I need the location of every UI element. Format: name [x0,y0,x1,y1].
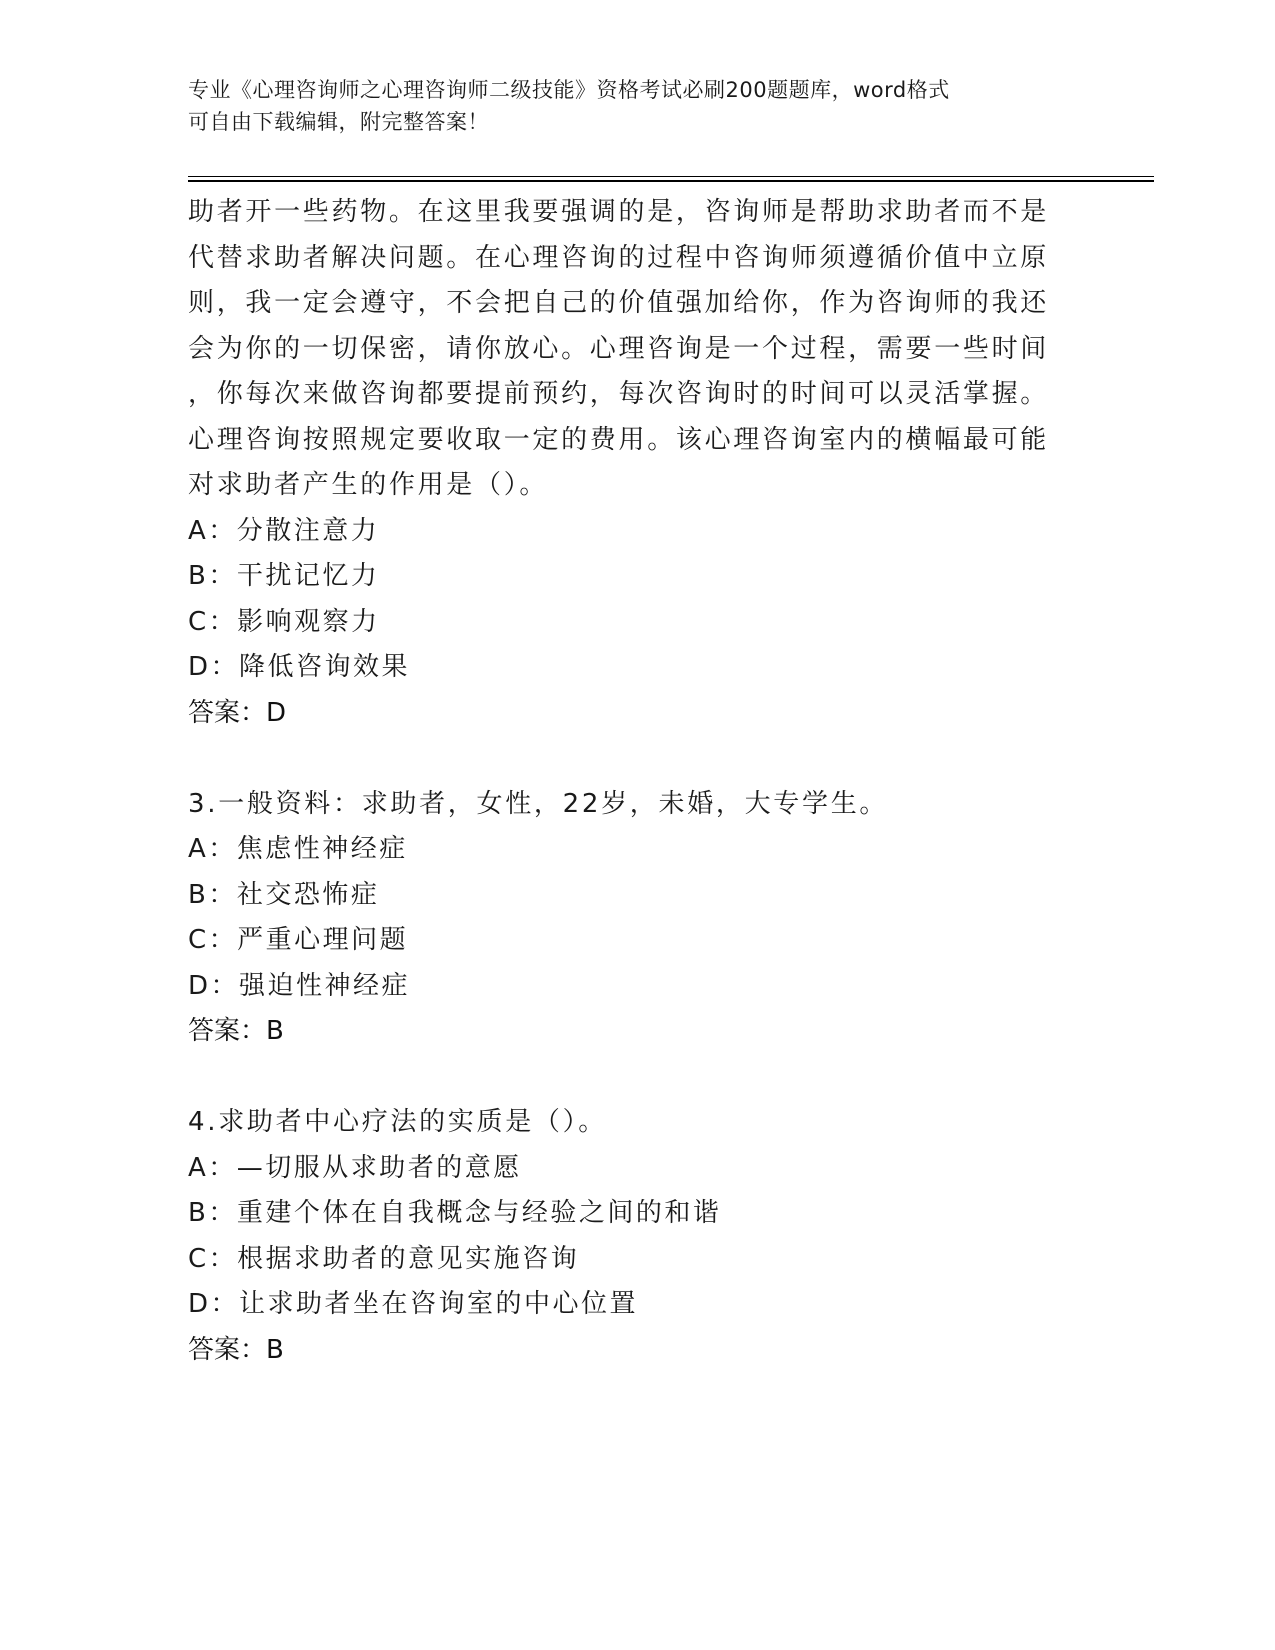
question-stem: 4.求助者中心疗法的实质是（）。 [188,1107,608,1137]
answer-line: 答案：D [188,697,287,728]
document-body [188,190,1088,1373]
question-stem-line: 会为你的一切保密，请你放心。心理咨询是一个过程，需要一些时间 [188,333,1050,364]
header-divider-thick [188,180,1154,182]
answer-line: 答案：B [188,1334,284,1365]
header-line: 专业《心理咨询师之心理咨询师二级技能》资格考试必刷200题题库，word格式 [188,78,950,102]
question-4 [188,1100,1088,1373]
option-a: A：焦虑性神经症 [188,834,408,864]
option-c: C：根据求助者的意见实施咨询 [188,1243,580,1274]
header-divider-thin [188,176,1154,177]
header-line: 可自由下载编辑，附完整答案！ [188,110,489,134]
question-3 [188,782,1088,1055]
question-stem-line: 则，我一定会遵守，不会把自己的价值强加给你，作为咨询师的我还 [188,288,1050,318]
question-stem-line: ，你每次来做咨询都要提前预约，每次咨询时的时间可以灵活掌握。 [188,379,1050,409]
option-d: D：强迫性神经症 [188,970,411,1001]
question-stem: 3.一般资料：求助者，女性，22岁，未婚，大专学生。 [188,788,889,819]
spacer [188,736,1088,782]
option-c: C：严重心理问题 [188,925,409,955]
spacer [188,1055,1088,1101]
option-d: D：让求助者坐在咨询室的中心位置 [188,1289,639,1319]
question-stem-line: 助者开一些药物。在这里我要强调的是，咨询师是帮助求助者而不是 [188,197,1050,227]
option-c: C：影响观察力 [188,606,380,637]
option-b: B：干扰记忆力 [188,561,380,591]
option-b: B：社交恐怖症 [188,879,380,910]
option-d: D：降低咨询效果 [188,652,411,682]
question-stem-line: 代替求助者解决问题。在心理咨询的过程中咨询师须遵循价值中立原 [188,242,1050,273]
answer-line: 答案：B [188,1016,284,1046]
page-header [188,74,1068,138]
option-a: A：—切服从求助者的意愿 [188,1152,522,1183]
question-2 [188,190,1088,736]
question-stem-line: 心理咨询按照规定要收取一定的费用。该心理咨询室内的横幅最可能 [188,424,1050,455]
option-a: A：分散注意力 [188,515,380,546]
option-b: B：重建个体在自我概念与经验之间的和谐 [188,1198,722,1228]
question-stem-line: 对求助者产生的作用是（）。 [188,470,549,500]
